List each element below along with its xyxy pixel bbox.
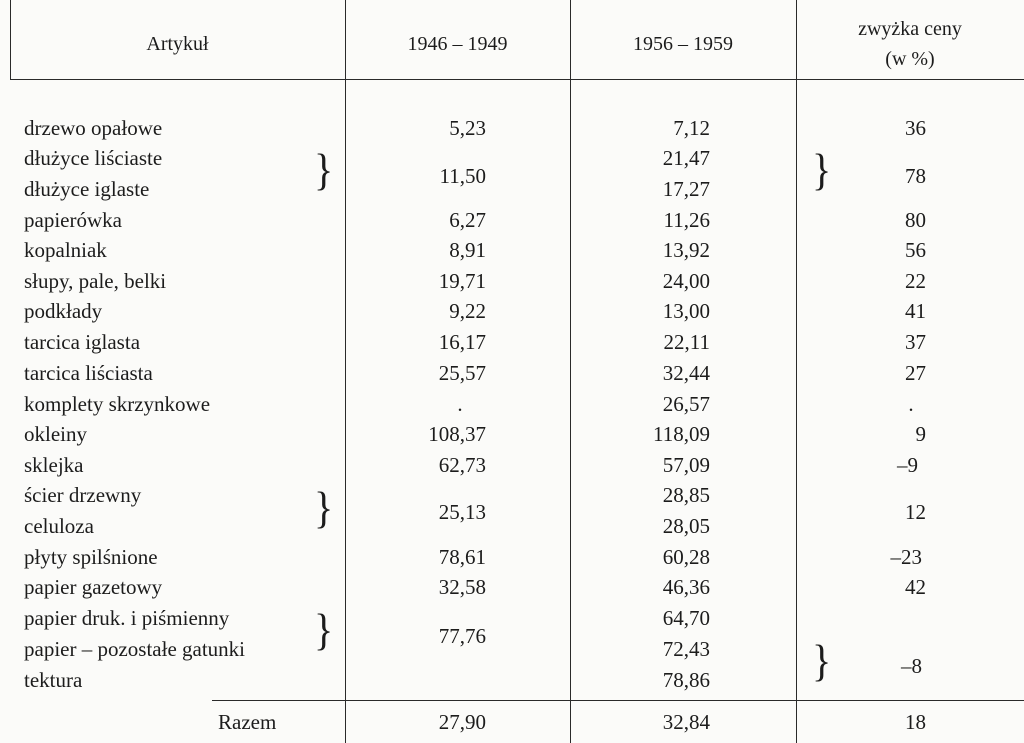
header-period-1956-1959: 1956 – 1959 (633, 33, 733, 55)
value-1946-1949: 32,58 (438, 575, 486, 599)
group-brace: } (812, 635, 832, 686)
header-period-1946-1949: 1946 – 1949 (407, 33, 508, 55)
value-1956-1959: 28,05 (662, 514, 710, 538)
value-1946-1949: 8,91 (449, 238, 486, 262)
group-brace: } (314, 144, 334, 195)
header-increase-line1: zwyżka ceny (858, 18, 962, 40)
value-increase: 9 (915, 422, 926, 446)
value-1946-1949: 16,17 (438, 330, 486, 354)
value-1946-1949: 77,76 (438, 624, 486, 648)
value-increase: 12 (905, 500, 926, 524)
row-label: tarcica iglasta (24, 330, 141, 354)
value-increase: 42 (905, 575, 926, 599)
value-1946-1949: 6,27 (449, 208, 486, 232)
value-increase: –23 (890, 545, 922, 569)
row-label: podkłady (24, 299, 103, 323)
value-increase: –8 (901, 654, 922, 678)
value-1956-1959: 72,43 (662, 637, 710, 661)
row-label: tarcica liściasta (24, 361, 153, 385)
value-1956-1959: 28,85 (662, 483, 710, 507)
value-increase: 78 (905, 164, 926, 188)
group-brace: } (812, 144, 832, 195)
total-label: Razem (218, 710, 277, 734)
value-1956-1959: 64,70 (662, 606, 710, 630)
row-label: okleiny (24, 422, 87, 446)
row-label: papierówka (24, 208, 122, 232)
value-1946-1949: . (457, 392, 463, 416)
value-1946-1949: 25,13 (438, 500, 486, 524)
row-label: komplety skrzynkowe (24, 392, 211, 416)
group-brace: } (314, 482, 334, 533)
row-label: kopalniak (24, 238, 107, 262)
total-increase: 18 (905, 710, 926, 734)
value-1956-1959: 118,09 (653, 422, 710, 446)
column-divider (345, 0, 346, 743)
value-increase: 27 (905, 361, 926, 385)
value-increase: 41 (905, 299, 926, 323)
header-increase-line2: (w %) (885, 48, 935, 70)
value-1956-1959: 22,11 (663, 330, 710, 354)
row-label: płyty spilśnione (24, 545, 158, 569)
value-1956-1959: 26,57 (662, 392, 710, 416)
value-1946-1949: 78,61 (438, 545, 486, 569)
value-increase: 36 (905, 116, 926, 140)
value-1946-1949: 9,22 (449, 299, 486, 323)
row-label: papier gazetowy (24, 575, 163, 599)
row-label: drzewo opałowe (24, 116, 163, 140)
value-increase: 56 (905, 238, 926, 262)
row-label: ścier drzewny (24, 483, 142, 507)
value-1956-1959: 24,00 (662, 269, 710, 293)
total-1946-1949: 27,90 (438, 710, 486, 734)
value-1946-1949: 62,73 (438, 453, 486, 477)
row-label: celuloza (24, 514, 94, 538)
column-divider (570, 0, 571, 743)
value-increase: 37 (905, 330, 926, 354)
row-label: słupy, pale, belki (24, 269, 167, 293)
value-1956-1959: 13,00 (662, 299, 710, 323)
value-1956-1959: 46,36 (662, 575, 710, 599)
value-1956-1959: 17,27 (662, 177, 710, 201)
value-1946-1949: 19,71 (438, 269, 486, 293)
value-1946-1949: 25,57 (438, 361, 486, 385)
header-bottom-rule (10, 79, 1024, 80)
value-1956-1959: 13,92 (662, 238, 710, 262)
row-label: tektura (24, 668, 83, 692)
value-1946-1949: 108,37 (428, 422, 486, 446)
total-top-rule (212, 700, 1024, 701)
value-1956-1959: 60,28 (662, 545, 710, 569)
header-article: Artykuł (146, 33, 209, 55)
value-1956-1959: 11,26 (663, 208, 710, 232)
value-1946-1949: 5,23 (449, 116, 486, 140)
value-1956-1959: 7,12 (673, 116, 710, 140)
value-increase: –9 (897, 453, 918, 477)
value-increase: . (908, 392, 914, 416)
row-label: dłużyce iglaste (24, 177, 150, 201)
row-label: papier druk. i piśmienny (24, 606, 230, 630)
total-1956-1959: 32,84 (662, 710, 710, 734)
row-label: papier – pozostałe gatunki (24, 637, 246, 661)
row-label: dłużyce liściaste (24, 146, 163, 170)
value-1956-1959: 57,09 (662, 453, 710, 477)
value-1956-1959: 78,86 (662, 668, 710, 692)
row-label: sklejka (24, 453, 84, 477)
value-1946-1949: 11,50 (439, 164, 486, 188)
value-increase: 80 (905, 208, 926, 232)
column-divider (796, 0, 797, 743)
value-1956-1959: 32,44 (662, 361, 710, 385)
value-increase: 22 (905, 269, 926, 293)
group-brace: } (314, 604, 334, 655)
value-1956-1959: 21,47 (662, 146, 710, 170)
